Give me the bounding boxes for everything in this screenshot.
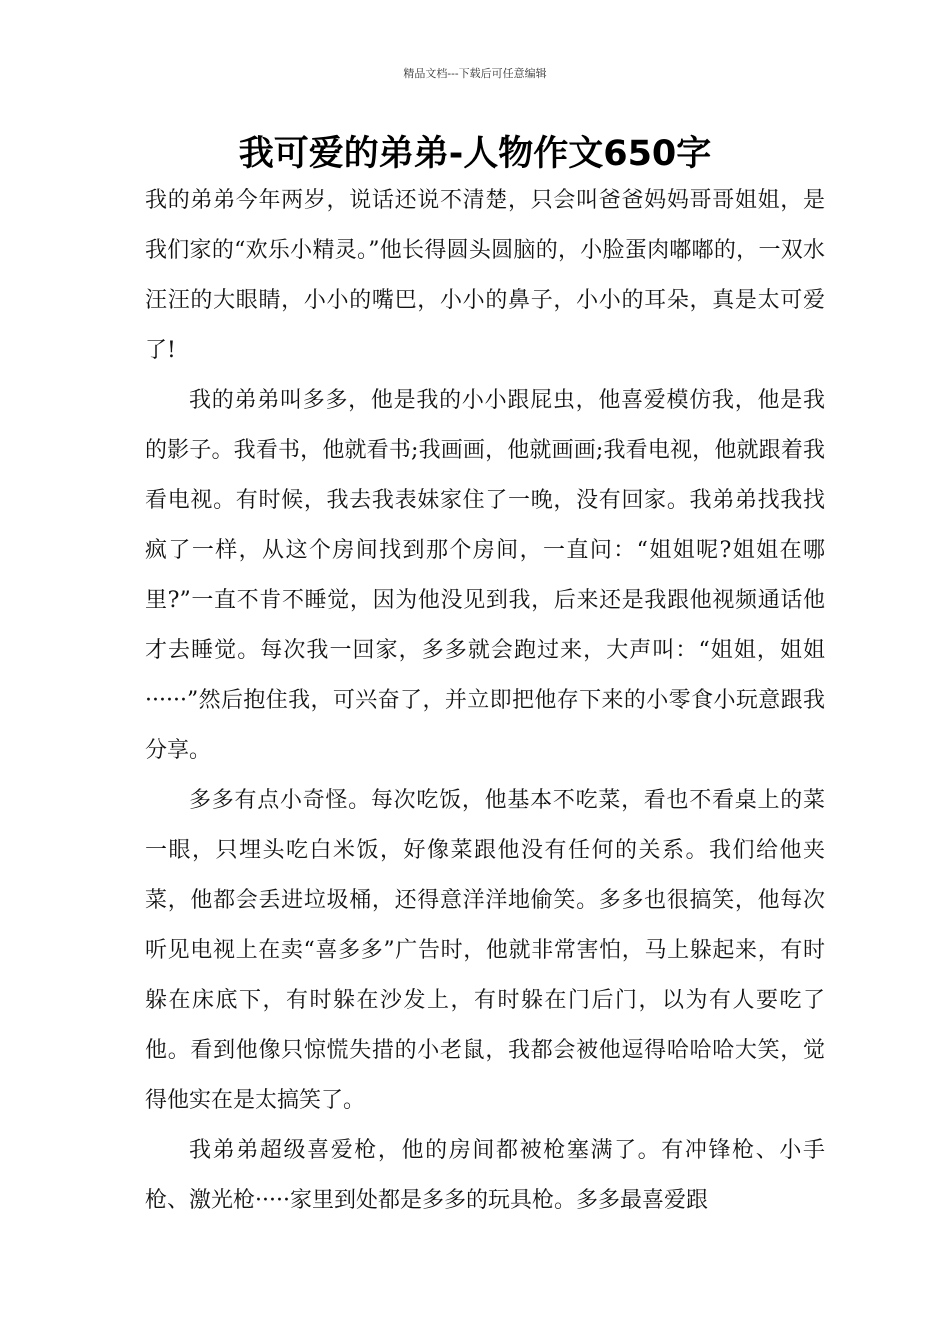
running-header: 精品文档---下载后可任意编辑 [403, 67, 547, 80]
document-body [145, 176, 825, 1226]
paragraph-1: 我的弟弟今年两岁，说话还说不清楚，只会叫爸爸妈妈哥哥姐姐，是我们家的“欢乐小精灵。”他长得圆头圆脑的，小脸蛋肉嘟嘟的，一双水汪汪的大眼睛，小小的嘴巴，小小的鼻子，小小的耳朵，真是太可爱了! [145, 188, 825, 363]
paragraph-3: 多多有点小奇怪。每次吃饭，他基本不吃菜，看也不看桌上的菜一眼，只埋头吃白米饭，好像菜跟他没有任何的关系。我们给他夹菜，他都会丢进垃圾桶，还得意洋洋地偷笑。多多也很搞笑，他每次听见电视上在卖“喜多多”广告时，他就非常害怕，马上躲起来，有时躲在床底下，有时躲在沙发上，有时躲在门后门，以为有人要吃了他。看到他像只惊慌失措的小老鼠，我都会被他逗得哈哈哈大笑，觉得他实在是太搞笑了。 [145, 788, 825, 1113]
paragraph-2: 我的弟弟叫多多，他是我的小小跟屁虫，他喜爱模仿我，他是我的影子。我看书，他就看书;我画画，他就画画;我看电视，他就跟着我看电视。有时候，我去我表妹家住了一晚，没有回家。我弟弟找我找疯了一样，从这个房间找到那个房间，一直问：“姐姐呢?姐姐在哪里?”一直不肯不睡觉，因为他没见到我，后来还是我跟他视频通话他才去睡觉。每次我一回家，多多就会跑过来，大声叫：“姐姐，姐姐······”然后抱住我，可兴奋了，并立即把他存下来的小零食小玩意跟我分享。 [145, 388, 825, 763]
paragraph-4: 我弟弟超级喜爱枪，他的房间都被枪塞满了。有冲锋枪、小手枪、激光枪·····家里到处都是多多的玩具枪。多多最喜爱跟 [145, 1138, 825, 1213]
document-title: 我可爱的弟弟-人物作文650字 [238, 134, 712, 174]
